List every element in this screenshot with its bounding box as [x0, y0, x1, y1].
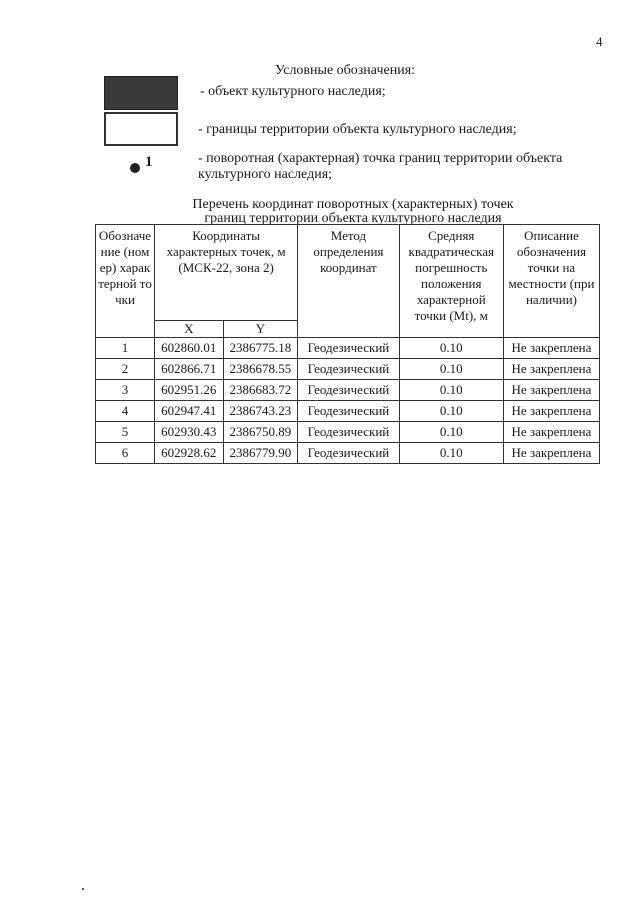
description: Не закреплена — [503, 422, 599, 443]
table-title-line1: Перечень координат поворотных (характерных) точек — [192, 197, 514, 212]
table-row — [96, 380, 600, 401]
legend-item-heritage-object: - объект культурного наследия; — [200, 84, 386, 99]
description: Не закреплена — [503, 443, 599, 464]
coord-y: 2386743.23 — [223, 401, 298, 422]
legend-item-turning-point: - поворотная (характерная) точка границ территории объекта культурного наследия; — [198, 151, 563, 182]
table-row — [96, 338, 600, 359]
method: Геодезический — [298, 338, 399, 359]
table-row — [96, 401, 600, 422]
header-mean-error: Средняя квадратическая погрешность положения характерной точки (Mt), м — [399, 225, 503, 338]
header-y: Y — [223, 321, 298, 338]
description: Не закреплена — [503, 338, 599, 359]
method: Геодезический — [298, 422, 399, 443]
point-number: 1 — [96, 338, 155, 359]
table-title-line2: границ территории объекта культурного наследия — [204, 211, 502, 226]
point-number: 6 — [96, 443, 155, 464]
coord-y: 2386779.90 — [223, 443, 298, 464]
header-point-designation: Обозначение (номер) характерной точки — [96, 225, 155, 338]
point-number: 2 — [96, 359, 155, 380]
coord-x: 602866.71 — [155, 359, 224, 380]
description: Не закреплена — [503, 401, 599, 422]
mean-error: 0.10 — [399, 401, 503, 422]
coord-x: 602951.26 — [155, 380, 224, 401]
heritage-object-swatch — [104, 76, 178, 110]
description: Не закреплена — [503, 380, 599, 401]
point-number: 4 — [96, 401, 155, 422]
point-number: 5 — [96, 422, 155, 443]
header-method: Метод определения координат — [298, 225, 399, 338]
mean-error: 0.10 — [399, 422, 503, 443]
description: Не закреплена — [503, 359, 599, 380]
coord-x: 602860.01 — [155, 338, 224, 359]
header-description: Описание обозначения точки на местности (при наличии) — [503, 225, 599, 338]
coord-y: 2386775.18 — [223, 338, 298, 359]
mean-error: 0.10 — [399, 338, 503, 359]
mean-error: 0.10 — [399, 380, 503, 401]
coord-y: 2386750.89 — [223, 422, 298, 443]
coord-x: 602928.62 — [155, 443, 224, 464]
scan-speck — [82, 888, 84, 890]
legend-item-territory-boundary: - границы территории объекта культурного наследия; — [198, 122, 517, 137]
page-number: 4 — [596, 34, 603, 49]
coord-x: 602947.41 — [155, 401, 224, 422]
turning-point-label: 1 — [145, 154, 153, 170]
mean-error: 0.10 — [399, 443, 503, 464]
method: Геодезический — [298, 359, 399, 380]
table-row — [96, 359, 600, 380]
territory-boundary-swatch — [104, 112, 178, 146]
coord-x: 602930.43 — [155, 422, 224, 443]
mean-error: 0.10 — [399, 359, 503, 380]
table-title — [168, 198, 538, 226]
table-row — [96, 443, 600, 464]
point-number: 3 — [96, 380, 155, 401]
table-row — [96, 422, 600, 443]
method: Геодезический — [298, 443, 399, 464]
coordinates-table — [95, 224, 600, 464]
turning-point-icon — [130, 163, 140, 173]
header-x: X — [155, 321, 224, 338]
legend-title: Условные обозначения: — [275, 63, 416, 78]
method: Геодезический — [298, 401, 399, 422]
coord-y: 2386678.55 — [223, 359, 298, 380]
coord-y: 2386683.72 — [223, 380, 298, 401]
method: Геодезический — [298, 380, 399, 401]
header-coordinates: Координаты характерных точек, м (МСК-22, зона 2) — [155, 225, 298, 321]
